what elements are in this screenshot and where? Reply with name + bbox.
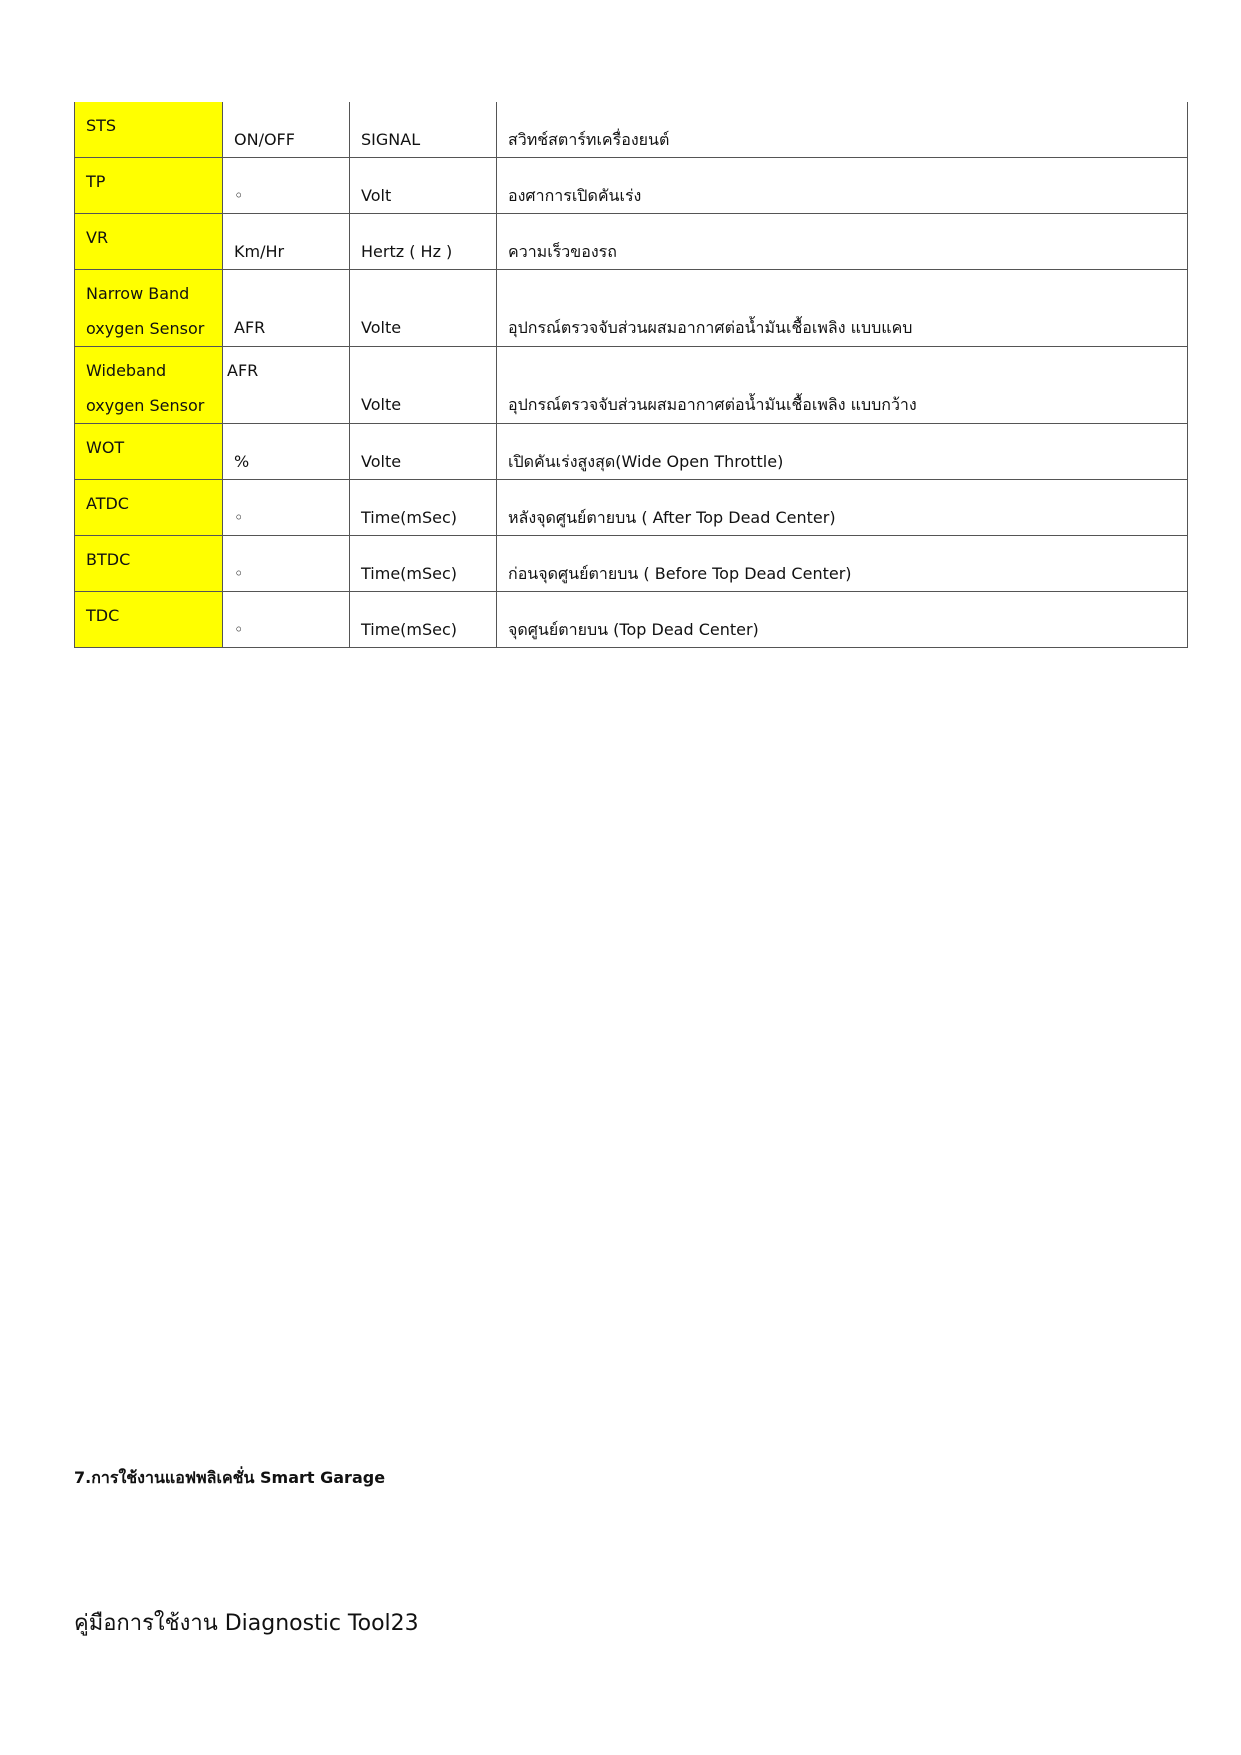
- parameter-signal: Volt: [361, 186, 392, 205]
- section-heading: 7.การใช้งานแอฟพลิเคชั่น Smart Garage: [74, 1468, 386, 1487]
- parameter-description: ความเร็วของรถ: [508, 242, 617, 261]
- parameter-description: จุดศูนย์ตายบน (Top Dead Center): [508, 620, 759, 639]
- unit-cell: [223, 158, 350, 214]
- parameter-description: หลังจุดศูนย์ตายบน ( After Top Dead Center): [508, 508, 836, 527]
- parameter-name-line2: oxygen Sensor: [86, 319, 205, 338]
- unit-cell: [223, 592, 350, 648]
- unit-cell: [223, 270, 350, 347]
- parameter-signal: Volte: [361, 318, 402, 337]
- parameter-signal: Hertz ( Hz ): [361, 242, 453, 261]
- parameter-name: STS: [86, 116, 117, 135]
- unit-cell: [223, 214, 350, 270]
- signal-cell: [350, 347, 497, 424]
- parameter-name-cell: [75, 347, 223, 424]
- parameter-signal: Volte: [361, 395, 402, 414]
- sensor-parameter-table: [74, 102, 1188, 648]
- parameter-signal: Time(mSec): [361, 508, 458, 527]
- parameter-unit: ◦: [234, 508, 244, 527]
- unit-cell: [223, 536, 350, 592]
- parameter-name-line1: Narrow Band: [86, 284, 190, 303]
- parameter-name: VR: [86, 228, 109, 247]
- signal-cell: [350, 102, 497, 158]
- parameter-description: เปิดคันเร่งสูงสุด(Wide Open Throttle): [508, 452, 784, 471]
- table-row: [75, 480, 1188, 536]
- parameter-signal: SIGNAL: [361, 130, 421, 149]
- signal-cell: [350, 270, 497, 347]
- description-cell: [497, 480, 1188, 536]
- parameter-name-cell: [75, 270, 223, 347]
- unit-cell: [223, 480, 350, 536]
- parameter-description: ก่อนจุดศูนย์ตายบน ( Before Top Dead Center): [508, 564, 852, 583]
- signal-cell: [350, 424, 497, 480]
- table-row: [75, 102, 1188, 158]
- description-cell: [497, 424, 1188, 480]
- table-row: [75, 158, 1188, 214]
- parameter-name: ATDC: [86, 494, 129, 513]
- parameter-description: องศาการเปิดคันเร่ง: [508, 186, 642, 205]
- parameter-unit: ◦: [234, 564, 244, 583]
- parameter-description: สวิทช์สตาร์ทเครื่องยนต์: [508, 130, 670, 149]
- parameter-name-cell: [75, 424, 223, 480]
- parameter-name-cell: [75, 536, 223, 592]
- unit-cell: [223, 102, 350, 158]
- parameter-signal: Time(mSec): [361, 564, 458, 583]
- parameter-name: WOT: [86, 438, 125, 457]
- parameter-name-line1: Wideband: [86, 361, 167, 380]
- parameter-name-line2: oxygen Sensor: [86, 396, 205, 415]
- parameter-unit: %: [234, 452, 250, 471]
- signal-cell: [350, 536, 497, 592]
- parameter-name: BTDC: [86, 550, 131, 569]
- table-row: [75, 214, 1188, 270]
- description-cell: [497, 592, 1188, 648]
- parameter-name-cell: [75, 480, 223, 536]
- parameter-name-cell: [75, 592, 223, 648]
- parameter-name-cell: [75, 102, 223, 158]
- description-cell: [497, 270, 1188, 347]
- signal-cell: [350, 480, 497, 536]
- signal-cell: [350, 592, 497, 648]
- document-footer: คู่มือการใช้งาน Diagnostic Tool23: [74, 1611, 419, 1636]
- description-cell: [497, 214, 1188, 270]
- table-row: [75, 347, 1188, 424]
- parameter-name-cell: [75, 158, 223, 214]
- parameter-description: อุปกรณ์ตรวจจับส่วนผสมอากาศต่อน้ำมันเชื้อเพลิง แบบแคบ: [508, 318, 913, 337]
- parameter-unit: AFR: [227, 361, 259, 380]
- parameter-unit: AFR: [234, 318, 266, 337]
- parameter-name-cell: [75, 214, 223, 270]
- signal-cell: [350, 158, 497, 214]
- unit-cell: [223, 424, 350, 480]
- table-row: [75, 536, 1188, 592]
- table-row: [75, 270, 1188, 347]
- parameter-description: อุปกรณ์ตรวจจับส่วนผสมอากาศต่อน้ำมันเชื้อเพลิง แบบกว้าง: [508, 395, 917, 414]
- description-cell: [497, 102, 1188, 158]
- parameter-unit: Km/Hr: [234, 242, 285, 261]
- description-cell: [497, 158, 1188, 214]
- parameter-name: TP: [86, 172, 106, 191]
- parameter-name: TDC: [86, 606, 120, 625]
- parameter-unit: ◦: [234, 620, 244, 639]
- table-row: [75, 592, 1188, 648]
- parameter-unit: ◦: [234, 186, 244, 205]
- unit-cell: [223, 347, 350, 424]
- description-cell: [497, 347, 1188, 424]
- signal-cell: [350, 214, 497, 270]
- description-cell: [497, 536, 1188, 592]
- table-row: [75, 424, 1188, 480]
- parameter-signal: Volte: [361, 452, 402, 471]
- parameter-signal: Time(mSec): [361, 620, 458, 639]
- parameter-unit: ON/OFF: [234, 130, 295, 149]
